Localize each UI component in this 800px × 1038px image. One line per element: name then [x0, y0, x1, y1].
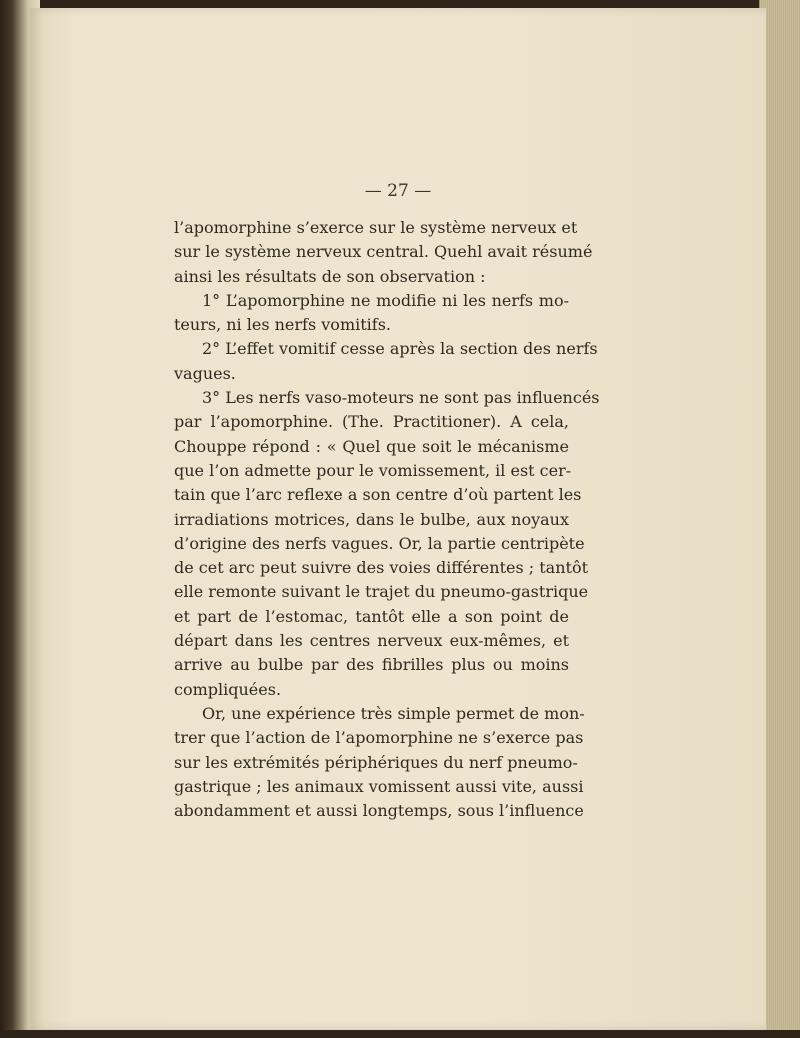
book-page — [30, 8, 766, 1030]
text-line: Or, une expérience très simple permet de mon- — [202, 703, 585, 723]
text-line: tain que l’arc reflexe a son centre d’où partent les — [174, 485, 582, 505]
text-line: irradiations motrices, dans le bulbe, aux noyaux — [174, 509, 569, 529]
text-line: vagues. — [174, 363, 236, 383]
text-line: 1° L’apomorphine ne modifie ni les nerfs mo- — [202, 290, 569, 310]
text-line: et part de l’estomac, tantôt elle a son point de — [174, 606, 569, 626]
text-line: que l’on admette pour le vomissement, il est cer- — [174, 460, 572, 480]
text-line: elle remonte suivant le trajet du pneumo-gastrique — [174, 582, 589, 602]
text-line: compliquées. — [174, 679, 282, 699]
text-line: par l’apomorphine. (The. Practitioner). A cela, — [174, 412, 569, 432]
text-line: sur le système nerveux central. Quehl avait résumé — [174, 242, 593, 262]
book-bottom-edge — [0, 1030, 800, 1038]
text-line: 3° Les nerfs vaso-moteurs ne sont pas influencés — [202, 388, 600, 408]
text-line: départ dans les centres nerveux eux-mêmes, et — [174, 631, 569, 651]
text-line: abondamment et aussi longtemps, sous l’influence — [174, 801, 584, 821]
page-number: — 27 — — [364, 181, 432, 201]
text-line: 2° L’effet vomitif cesse après la section des nerfs — [202, 339, 598, 359]
text-line: sur les extrémités périphériques du nerf pneumo- — [174, 752, 578, 772]
text-line: de cet arc peut suivre des voies différentes ; tantôt — [174, 558, 588, 578]
text-line: gastrique ; les animaux vomissent aussi vite, aussi — [174, 776, 584, 796]
text-line: Chouppe répond : « Quel que soit le mécanisme — [174, 436, 569, 456]
text-line: arrive au bulbe par des fibrilles plus ou moins — [174, 655, 569, 675]
text-line: d’origine des nerfs vagues. Or, la partie centripète — [174, 533, 585, 553]
book-top-edge — [0, 0, 800, 8]
text-line: teurs, ni les nerfs vomitifs. — [174, 315, 391, 335]
page-body — [174, 216, 600, 823]
text-line: l’apomorphine s’exerce sur le système nerveux et — [174, 218, 578, 237]
text-line: trer que l’action de l’apomorphine ne s’exerce pas — [174, 728, 584, 748]
text-line: ainsi les résultats de son observation : — [174, 266, 486, 286]
